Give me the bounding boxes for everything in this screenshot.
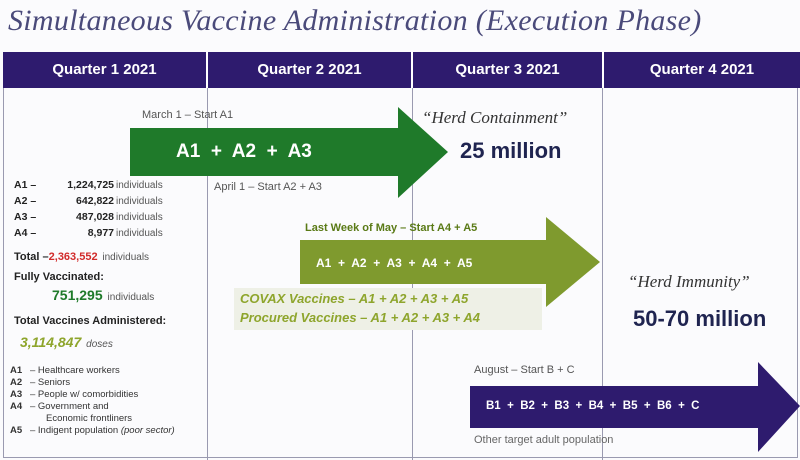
herd-containment-label: “Herd Containment” bbox=[422, 108, 568, 127]
herd-immunity-value: 50-70 million bbox=[633, 306, 767, 331]
stat-row bbox=[14, 211, 163, 227]
group-count: 1,224,725 bbox=[67, 179, 114, 191]
legend-item bbox=[10, 401, 175, 413]
group-code: A4 – bbox=[14, 227, 37, 239]
page-title: Simultaneous Vaccine Administration (Execution Phase) bbox=[8, 4, 702, 37]
priority-group-stats bbox=[14, 179, 163, 243]
legend-text: – Healthcare workers bbox=[30, 365, 120, 376]
administered bbox=[20, 334, 113, 350]
quarter-1-label: Quarter 1 2021 bbox=[52, 61, 157, 78]
legend-code: A2 bbox=[10, 377, 23, 388]
administered-value: 3,114,847 bbox=[20, 334, 82, 350]
arrow1-label: A1 + A2 + A3 bbox=[176, 141, 312, 162]
legend-text: – People w/ comorbidities bbox=[30, 389, 139, 400]
group-count: 642,822 bbox=[76, 195, 114, 207]
fully-vaccinated bbox=[52, 287, 154, 303]
fully-vaccinated-label: Fully Vaccinated: bbox=[14, 271, 104, 283]
vaccines-box bbox=[234, 288, 542, 330]
arrow3-label: B1 + B2 + B3 + B4 + B5 + B6 + C bbox=[486, 400, 700, 412]
stat-row bbox=[14, 195, 163, 211]
group-unit: individuals bbox=[116, 196, 163, 207]
arrow2-label: A1 + A2 + A3 + A4 + A5 bbox=[316, 256, 473, 270]
group-unit: individuals bbox=[116, 212, 163, 223]
quarter-4-label: Quarter 4 2021 bbox=[649, 61, 755, 78]
arrow1-end-note: April 1 – Start A2 + A3 bbox=[214, 181, 322, 193]
group-unit: individuals bbox=[116, 180, 163, 191]
arrow3-start-note: August – Start B + C bbox=[474, 364, 575, 376]
group-code: A1 – bbox=[14, 179, 37, 191]
administered-label: Total Vaccines Administered: bbox=[14, 315, 167, 327]
group-code: A3 – bbox=[14, 211, 37, 223]
procured-line: Procured Vaccines – A1 + A2 + A3 + A4 bbox=[240, 310, 481, 325]
herd-containment-value: 25 million bbox=[460, 138, 562, 163]
arrow3-end-note: Other target adult population bbox=[474, 434, 614, 446]
covax-line: COVAX Vaccines – A1 + A2 + A3 + A5 bbox=[240, 291, 469, 306]
legend-code: A5 bbox=[10, 425, 23, 436]
priority-group-legend bbox=[10, 365, 175, 437]
total-label: Total – bbox=[14, 251, 49, 263]
group-count: 8,977 bbox=[87, 227, 114, 239]
legend-code: A3 bbox=[10, 389, 23, 400]
legend-item bbox=[10, 425, 175, 437]
legend-text: – Indigent population bbox=[30, 425, 119, 436]
fully-vaccinated-unit: individuals bbox=[107, 292, 155, 303]
arrow2-start-note: Last Week of May – Start A4 + A5 bbox=[305, 222, 478, 234]
total-value: 2,363,552 bbox=[48, 251, 98, 263]
herd-immunity-label: “Herd Immunity” bbox=[628, 272, 750, 291]
legend-item bbox=[10, 377, 175, 389]
arrow1-start-note: March 1 – Start A1 bbox=[142, 109, 234, 121]
stat-row bbox=[14, 179, 163, 195]
fully-vaccinated-value: 751,295 bbox=[52, 287, 103, 303]
total-unit: individuals bbox=[99, 252, 150, 263]
total-individuals bbox=[14, 251, 149, 263]
legend-item bbox=[10, 413, 175, 425]
legend-item bbox=[10, 389, 175, 401]
group-unit: individuals bbox=[116, 228, 163, 239]
quarter-3-label: Quarter 3 2021 bbox=[455, 61, 560, 78]
legend-code: A1 bbox=[10, 365, 23, 376]
group-count: 487,028 bbox=[76, 211, 114, 223]
stat-row bbox=[14, 227, 163, 243]
administered-unit: doses bbox=[86, 339, 113, 350]
legend-text: – Government and bbox=[30, 401, 109, 412]
legend-text: – Seniors bbox=[30, 377, 71, 388]
legend-extra: (poor sector) bbox=[120, 425, 175, 436]
legend-item bbox=[10, 365, 175, 377]
quarter-2-label: Quarter 2 2021 bbox=[257, 61, 362, 78]
group-code: A2 – bbox=[14, 195, 37, 207]
legend-code: A4 bbox=[10, 401, 23, 412]
legend-text: Economic frontliners bbox=[46, 413, 133, 424]
